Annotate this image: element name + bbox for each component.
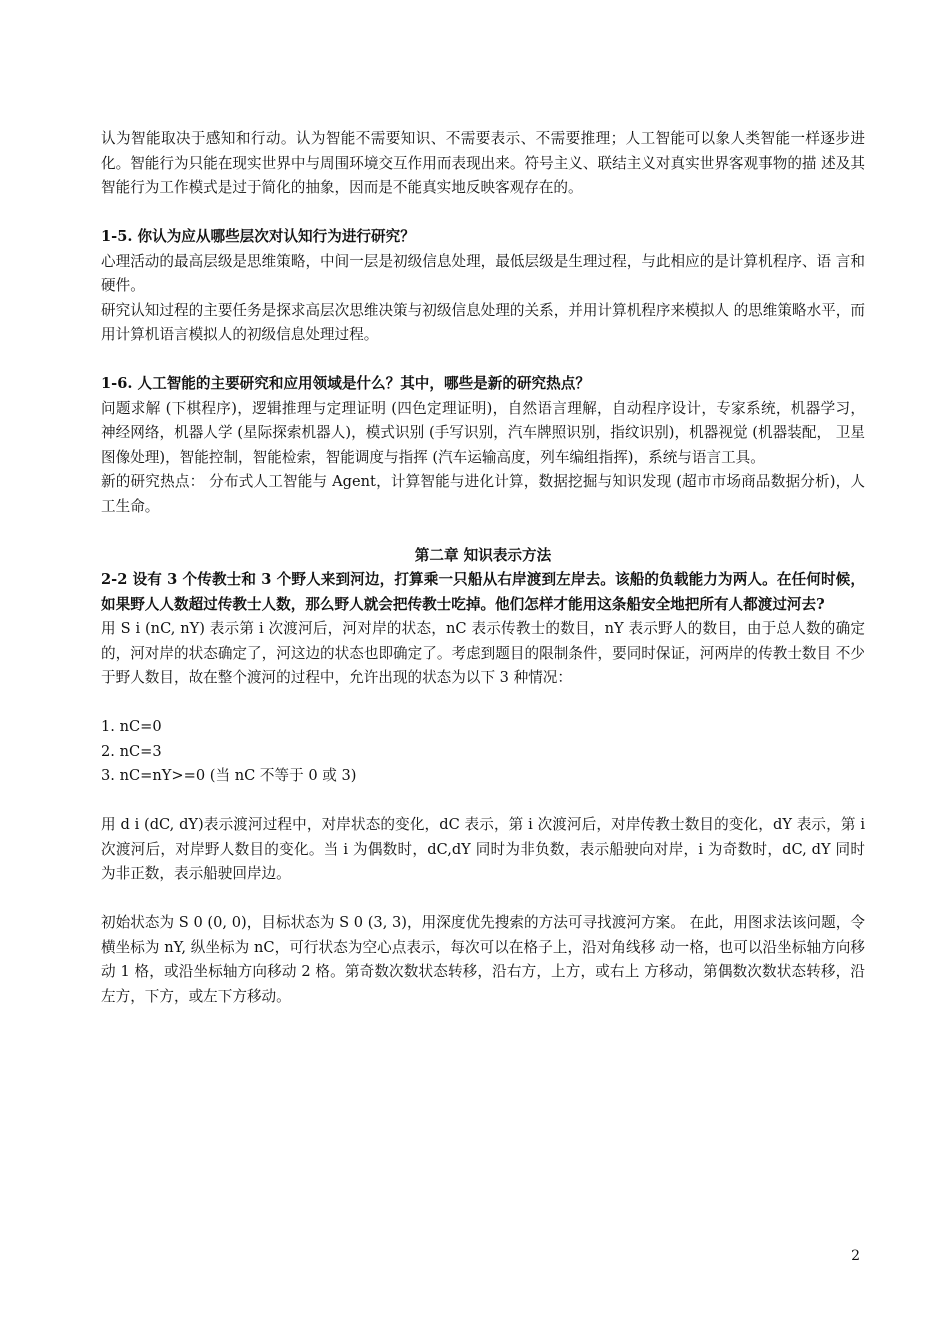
paragraph-intelligence-behavior: 认为智能取决于感知和行动。认为智能不需要知识、不需要表示、不需要推理；人工智能可以象人类智能一样逐步进化。智能行为只能在现实世界中与周围环境交互作用而表现出来。符号主义、联结主义对真实世界客观事物的描 述及其智能行为工作模式是过于简化的抽象，因而是不能真实地反映客观存在的。	[101, 130, 865, 196]
answer-2-2-paragraph-2: 用 d i (dC, dY)表示渡河过程中，对岸状态的变化，dC 表示，第 i 次渡河后，对岸传教士数目的变化，dY 表示，第 i 次渡河后，对岸野人数目的变化。当 i 为偶数时，dC,dY 同时为非负数，表示船驶向对岸，i 为奇数时，dC, dY 同时 为非正数，表示船驶回岸边。	[101, 816, 865, 882]
answer-1-6-paragraph-2: 新的研究热点： 分布式人工智能与 Agent，计算智能与进化计算，数据挖掘与知识发现 (超市市场商品数据分析)，人工生命。	[101, 473, 865, 515]
state-item: 2. nC=3	[101, 742, 162, 760]
page-number: 2	[851, 1248, 860, 1264]
state-item: 3. nC=nY>=0 (当 nC 不等于 0 或 3)	[101, 767, 357, 784]
chapter-title: 第二章 知识表示方法	[414, 546, 552, 564]
question-1-5-title: 1-5. 你认为应从哪些层次对认知行为进行研究？	[101, 228, 415, 245]
answer-1-5-paragraph-2: 研究认知过程的主要任务是探求高层次思维决策与初级信息处理的关系，并用计算机程序来模拟人 的思维策略水平，而用计算机语言模拟人的初级信息处理过程。	[101, 301, 865, 343]
spacer	[101, 201, 865, 226]
question-2-2-title: 2-2 设有 3 个传教士和 3 个野人来到河边，打算乘一只船从右岸渡到左岸去。该船的负载能力为两人。在任何时候，如果野人人数超过传教士人数，那么野人就会把传教士吃掉。他们怎样才能用这条船安全地把所有人都渡过河去?	[101, 571, 865, 613]
answer-2-2-paragraph-3: 初始状态为 S 0 (0, 0)，目标状态为 S 0 (3, 3)，用深度优先搜索的方法可寻找渡河方案。 在此，用图求法该问题，令横坐标为 nY, 纵坐标为 nC，可行状态为空心点表示，每次可以在格子上，沿对角线移 动一格，也可以沿坐标轴方向移动 1 格，或沿坐标轴方向移动 2 格。第奇数次数状态转移，沿右方，上方，或右上 方移动，第偶数次数状态转移，沿左方，下方，或左下方移动。	[101, 914, 865, 1005]
state-item: 1. nC=0	[101, 718, 162, 735]
spacer	[101, 887, 865, 912]
page-content	[101, 127, 865, 1009]
answer-1-6-paragraph-1: 问题求解 (下棋程序)，逻辑推理与定理证明 (四色定理证明)，自然语言理解，自动程序设计，专家系统，机器学习， 神经网络，机器人学 (星际探索机器人)，模式识别 (手写识别，汽车牌照识别，指纹识别)，机器视觉 (机器装配， 卫星图像处理)，智能控制，智能检索，智能调度与指挥 (汽车运输高度，列车编组指挥)，系统与语言工具。	[101, 399, 865, 466]
spacer	[101, 348, 865, 373]
spacer	[101, 519, 865, 544]
answer-2-2-paragraph-1: 用 S i (nC, nY) 表示第 i 次渡河后，河对岸的状态，nC 表示传教士的数目，nY 表示野人的数目，由于总人数的确定 的，河对岸的状态确定了，河这边的状态也即确定了。考虑到题目的限制条件，要同时保证，河两岸的传教士数目 不少于野人数目，故在整个渡河的过程中，允许出现的状态为以下 3 种情况：	[101, 620, 865, 686]
answer-1-5-paragraph-1: 心理活动的最高层级是思维策略，中间一层是初级信息处理，最低层级是生理过程，与此相应的是计算机程序、语 言和硬件。	[101, 252, 865, 294]
spacer	[101, 691, 865, 716]
question-1-6-title: 1-6. 人工智能的主要研究和应用领域是什么？其中，哪些是新的研究热点？	[101, 375, 590, 392]
spacer	[101, 789, 865, 814]
